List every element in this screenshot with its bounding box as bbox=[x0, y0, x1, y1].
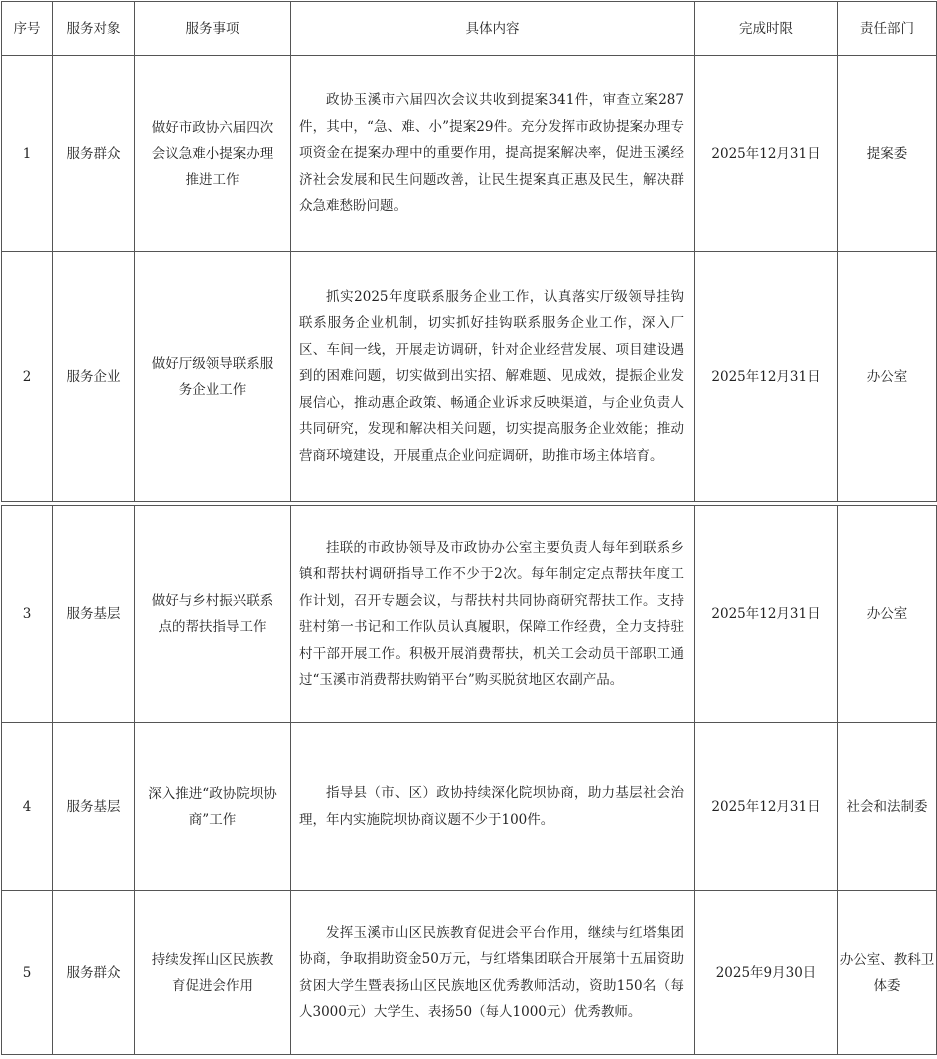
row-no: 3 bbox=[2, 506, 53, 723]
row-dept: 办公室 bbox=[838, 252, 937, 502]
row-deadline: 2025年12月31日 bbox=[695, 252, 838, 502]
table-row bbox=[2, 723, 937, 891]
row-target: 服务群众 bbox=[53, 891, 135, 1055]
table-row bbox=[2, 891, 937, 1055]
row-content-text: 挂联的市政协领导及市政协办公室主要负责人每年到联系乡镇和帮扶村调研指导工作不少于2次。每年制定定点帮扶年度工作计划，召开专题会议，与帮扶村共同协商研究帮扶工作。支持驻村第一书记和工作队员认真履职，保障工作经费，全力支持驻村干部开展工作。积极开展消费帮扶，机关工会动员干部职工通过“玉溪市消费帮扶购销平台”购买脱贫地区农副产品。 bbox=[299, 539, 684, 688]
row-content-text: 发挥玉溪市山区民族教育促进会平台作用，继续与红塔集团协商，争取捐助资金50万元，与红塔集团联合开展第十五届资助贫困大学生暨表扬山区民族地区优秀教师活动，资助150名（每人3000元）大学生、表扬50（每人1000元）优秀教师。 bbox=[299, 924, 684, 1020]
header-deadline: 完成时限 bbox=[695, 2, 838, 56]
row-target: 服务企业 bbox=[53, 252, 135, 502]
row-content bbox=[291, 723, 695, 891]
header-item: 服务事项 bbox=[135, 2, 291, 56]
row-deadline: 2025年9月30日 bbox=[695, 891, 838, 1055]
table-header-row bbox=[2, 2, 937, 56]
row-content bbox=[291, 252, 695, 502]
row-no: 4 bbox=[2, 723, 53, 891]
table-row bbox=[2, 506, 937, 723]
row-item: 深入推进“政协院坝协商”工作 bbox=[135, 723, 291, 891]
row-deadline: 2025年12月31日 bbox=[695, 506, 838, 723]
row-target: 服务群众 bbox=[53, 56, 135, 252]
row-dept: 办公室 bbox=[838, 506, 937, 723]
row-dept: 社会和法制委 bbox=[838, 723, 937, 891]
row-item: 做好与乡村振兴联系点的帮扶指导工作 bbox=[135, 506, 291, 723]
row-content bbox=[291, 891, 695, 1055]
header-no: 序号 bbox=[2, 2, 53, 56]
row-content-text: 指导县（市、区）政协持续深化院坝协商，助力基层社会治理，年内实施院坝协商议题不少于100件。 bbox=[299, 785, 684, 828]
row-no: 1 bbox=[2, 56, 53, 252]
row-no: 2 bbox=[2, 252, 53, 502]
row-dept: 提案委 bbox=[838, 56, 937, 252]
table-row bbox=[2, 252, 937, 502]
header-dept: 责任部门 bbox=[838, 2, 937, 56]
service-table-part-1 bbox=[1, 1, 937, 502]
service-table-part-2 bbox=[1, 505, 937, 1055]
row-deadline: 2025年12月31日 bbox=[695, 56, 838, 252]
row-content bbox=[291, 506, 695, 723]
row-content bbox=[291, 56, 695, 252]
row-content-text: 政协玉溪市六届四次会议共收到提案341件，审查立案287件，其中，“急、难、小”提案29件。充分发挥市政协提案办理专项资金在提案办理中的重要作用，提高提案解决率，促进玉溪经济社会发展和民生问题改善，让民生提案真正惠及民生，解决群众急难愁盼问题。 bbox=[299, 92, 684, 215]
row-item: 做好厅级领导联系服务企业工作 bbox=[135, 252, 291, 502]
row-item: 持续发挥山区民族教育促进会作用 bbox=[135, 891, 291, 1055]
table-row bbox=[2, 56, 937, 252]
row-target: 服务基层 bbox=[53, 506, 135, 723]
row-target: 服务基层 bbox=[53, 723, 135, 891]
row-content-text: 抓实2025年度联系服务企业工作，认真落实厅级领导挂钩联系服务企业机制，切实抓好挂钩联系服务企业工作，深入厂区、车间一线，开展走访调研，针对企业经营发展、项目建设遇到的困难问题，切实做到出实招、解难题、见成效，提振企业发展信心，推动惠企政策、畅通企业诉求反映渠道，与企业负责人共同研究，发现和解决相关问题，切实提高服务企业效能；推动营商环境建设，开展重点企业问症调研，助推市场主体培育。 bbox=[299, 288, 684, 464]
row-dept: 办公室、教科卫体委 bbox=[838, 891, 937, 1055]
row-item: 做好市政协六届四次会议急难小提案办理推进工作 bbox=[135, 56, 291, 252]
row-deadline: 2025年12月31日 bbox=[695, 723, 838, 891]
row-no: 5 bbox=[2, 891, 53, 1055]
header-content: 具体内容 bbox=[291, 2, 695, 56]
header-target: 服务对象 bbox=[53, 2, 135, 56]
